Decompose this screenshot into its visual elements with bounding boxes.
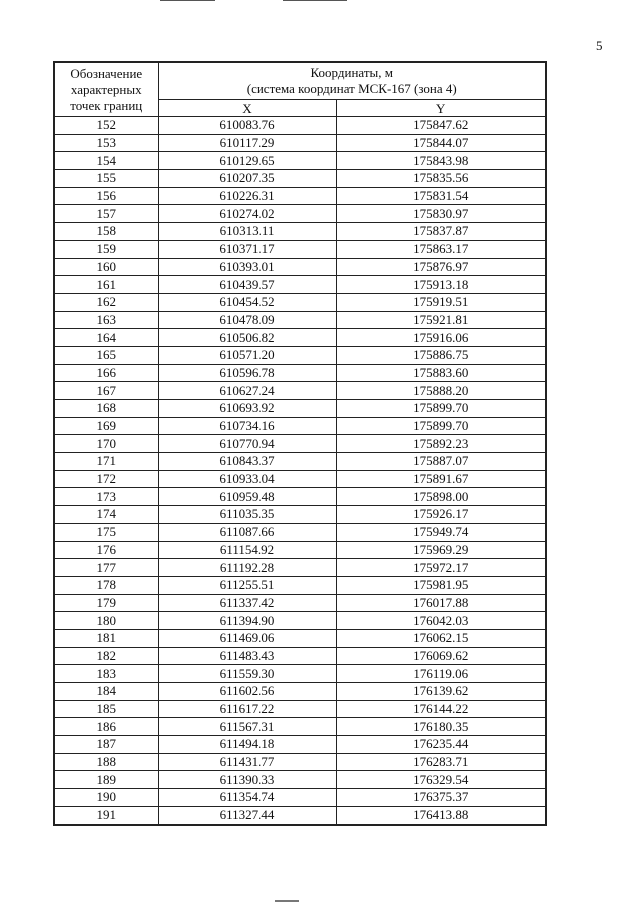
- y-coordinate-cell: 176180.35: [336, 718, 546, 736]
- x-coordinate-cell: 610933.04: [158, 470, 336, 488]
- table-row: [54, 718, 546, 736]
- table-row: [54, 223, 546, 241]
- coordinates-title: Координаты, м: [310, 65, 393, 80]
- x-coordinate-cell: 611567.31: [158, 718, 336, 736]
- x-coordinate-cell: 610454.52: [158, 293, 336, 311]
- table-row: [54, 382, 546, 400]
- point-header-line-1: Обозначение: [70, 65, 143, 81]
- x-coordinate-cell: 610693.92: [158, 400, 336, 418]
- table-row: [54, 417, 546, 435]
- table-row: [54, 435, 546, 453]
- x-coordinate-cell: 611494.18: [158, 736, 336, 754]
- point-cell: 188: [54, 753, 158, 771]
- table-row: [54, 700, 546, 718]
- y-coordinate-cell: 175883.60: [336, 364, 546, 382]
- x-coordinate-cell: 611559.30: [158, 665, 336, 683]
- y-coordinate-cell: 176144.22: [336, 700, 546, 718]
- table-row: [54, 576, 546, 594]
- point-cell: 176: [54, 541, 158, 559]
- point-cell: 168: [54, 400, 158, 418]
- point-cell: 186: [54, 718, 158, 736]
- x-coordinate-cell: 610083.76: [158, 117, 336, 135]
- table-row: [54, 329, 546, 347]
- point-header-line-2: характерных: [70, 81, 142, 97]
- x-coordinate-cell: 611431.77: [158, 753, 336, 771]
- table-row: [54, 541, 546, 559]
- x-coordinate-cell: 611154.92: [158, 541, 336, 559]
- y-coordinate-cell: 175892.23: [336, 435, 546, 453]
- x-coordinate-cell: 610627.24: [158, 382, 336, 400]
- point-cell: 164: [54, 329, 158, 347]
- y-coordinate-cell: 175921.81: [336, 311, 546, 329]
- y-coordinate-cell: 175969.29: [336, 541, 546, 559]
- point-cell: 163: [54, 311, 158, 329]
- x-coordinate-cell: 610117.29: [158, 134, 336, 152]
- point-cell: 166: [54, 364, 158, 382]
- y-coordinate-cell: 176413.88: [336, 806, 546, 824]
- x-coordinate-cell: 611327.44: [158, 806, 336, 824]
- table-row: [54, 647, 546, 665]
- x-coordinate-cell: 611394.90: [158, 612, 336, 630]
- y-coordinate-cell: 175899.70: [336, 417, 546, 435]
- x-coordinate-cell: 611483.43: [158, 647, 336, 665]
- x-coordinate-cell: 610571.20: [158, 346, 336, 364]
- coordinates-system: (система координат МСК-167 (зона 4): [246, 81, 457, 96]
- point-cell: 173: [54, 488, 158, 506]
- point-cell: 167: [54, 382, 158, 400]
- point-cell: 172: [54, 470, 158, 488]
- x-coordinate-cell: 611255.51: [158, 576, 336, 594]
- point-cell: 187: [54, 736, 158, 754]
- point-cell: 155: [54, 170, 158, 188]
- table-row: [54, 346, 546, 364]
- y-coordinate-cell: 176283.71: [336, 753, 546, 771]
- top-scan-mark-left: [160, 0, 215, 1]
- table-row: [54, 665, 546, 683]
- x-coordinate-cell: 610129.65: [158, 152, 336, 170]
- x-coordinate-cell: 611469.06: [158, 629, 336, 647]
- table-row: [54, 276, 546, 294]
- x-coordinate-cell: 610959.48: [158, 488, 336, 506]
- x-coordinate-cell: 610843.37: [158, 453, 336, 471]
- x-coordinate-cell: 610478.09: [158, 311, 336, 329]
- table-row: [54, 470, 546, 488]
- y-coordinate-cell: 175843.98: [336, 152, 546, 170]
- table-row: [54, 134, 546, 152]
- x-coordinate-cell: 610207.35: [158, 170, 336, 188]
- point-cell: 185: [54, 700, 158, 718]
- point-cell: 189: [54, 771, 158, 789]
- x-coordinate-cell: 610393.01: [158, 258, 336, 276]
- y-coordinate-cell: 176119.06: [336, 665, 546, 683]
- point-cell: 190: [54, 789, 158, 807]
- x-coordinate-cell: 611192.28: [158, 559, 336, 577]
- y-coordinate-cell: 175847.62: [336, 117, 546, 135]
- table-row: [54, 523, 546, 541]
- point-cell: 154: [54, 152, 158, 170]
- y-coordinate-cell: 175844.07: [336, 134, 546, 152]
- point-cell: 158: [54, 223, 158, 241]
- point-column-header: [54, 62, 158, 117]
- point-cell: 161: [54, 276, 158, 294]
- y-coordinate-cell: 175888.20: [336, 382, 546, 400]
- point-cell: 157: [54, 205, 158, 223]
- table-row: [54, 258, 546, 276]
- table-row: [54, 806, 546, 824]
- y-coordinate-cell: 175863.17: [336, 240, 546, 258]
- point-cell: 178: [54, 576, 158, 594]
- table-row: [54, 400, 546, 418]
- y-coordinate-cell: 175835.56: [336, 170, 546, 188]
- x-coordinate-cell: 611337.42: [158, 594, 336, 612]
- table-row: [54, 240, 546, 258]
- x-coordinate-cell: 611035.35: [158, 506, 336, 524]
- y-coordinate-cell: 176017.88: [336, 594, 546, 612]
- point-cell: 160: [54, 258, 158, 276]
- table-row: [54, 683, 546, 701]
- table-row: [54, 736, 546, 754]
- y-coordinate-cell: 176069.62: [336, 647, 546, 665]
- y-coordinate-cell: 176329.54: [336, 771, 546, 789]
- top-scan-mark-right: [283, 0, 347, 1]
- point-cell: 174: [54, 506, 158, 524]
- point-cell: 182: [54, 647, 158, 665]
- x-coordinate-cell: 610734.16: [158, 417, 336, 435]
- point-cell: 191: [54, 806, 158, 824]
- point-header-line-3: точек границ: [70, 97, 143, 113]
- x-coordinate-cell: 610371.17: [158, 240, 336, 258]
- y-coordinate-cell: 175899.70: [336, 400, 546, 418]
- x-column-header: X: [158, 100, 336, 117]
- table-row: [54, 170, 546, 188]
- point-cell: 170: [54, 435, 158, 453]
- table-row: [54, 311, 546, 329]
- y-coordinate-cell: 175898.00: [336, 488, 546, 506]
- point-cell: 165: [54, 346, 158, 364]
- bottom-scan-mark: [275, 900, 299, 902]
- point-cell: 169: [54, 417, 158, 435]
- x-coordinate-cell: 610506.82: [158, 329, 336, 347]
- point-cell: 159: [54, 240, 158, 258]
- y-coordinate-cell: 176375.37: [336, 789, 546, 807]
- y-coordinate-cell: 175913.18: [336, 276, 546, 294]
- y-coordinate-cell: 175887.07: [336, 453, 546, 471]
- y-coordinate-cell: 175831.54: [336, 187, 546, 205]
- point-cell: 180: [54, 612, 158, 630]
- table-row: [54, 152, 546, 170]
- x-coordinate-cell: 611390.33: [158, 771, 336, 789]
- table-row: [54, 187, 546, 205]
- y-coordinate-cell: 175972.17: [336, 559, 546, 577]
- point-cell: 162: [54, 293, 158, 311]
- x-coordinate-cell: 611354.74: [158, 789, 336, 807]
- point-cell: 181: [54, 629, 158, 647]
- coordinates-table: [53, 61, 547, 826]
- y-coordinate-cell: 175919.51: [336, 293, 546, 311]
- y-coordinate-cell: 175876.97: [336, 258, 546, 276]
- x-coordinate-cell: 611087.66: [158, 523, 336, 541]
- x-coordinate-cell: 610770.94: [158, 435, 336, 453]
- page-number: 5: [596, 38, 603, 53]
- point-cell: 171: [54, 453, 158, 471]
- point-cell: 153: [54, 134, 158, 152]
- x-coordinate-cell: 610274.02: [158, 205, 336, 223]
- table-row: [54, 559, 546, 577]
- x-coordinate-cell: 611602.56: [158, 683, 336, 701]
- table-body: [54, 117, 546, 825]
- table-row: [54, 506, 546, 524]
- y-coordinate-cell: 175830.97: [336, 205, 546, 223]
- y-coordinate-cell: 175949.74: [336, 523, 546, 541]
- point-cell: 152: [54, 117, 158, 135]
- y-coordinate-cell: 175891.67: [336, 470, 546, 488]
- y-coordinate-cell: 175886.75: [336, 346, 546, 364]
- table-row: [54, 117, 546, 135]
- table-row: [54, 293, 546, 311]
- y-coordinate-cell: 175837.87: [336, 223, 546, 241]
- point-cell: 179: [54, 594, 158, 612]
- table-header: [54, 62, 546, 117]
- y-coordinate-cell: 175916.06: [336, 329, 546, 347]
- table-row: [54, 488, 546, 506]
- coordinates-group-header: [158, 62, 546, 100]
- x-coordinate-cell: 610313.11: [158, 223, 336, 241]
- table-row: [54, 771, 546, 789]
- point-cell: 156: [54, 187, 158, 205]
- x-coordinate-cell: 610596.78: [158, 364, 336, 382]
- y-coordinate-cell: 175981.95: [336, 576, 546, 594]
- x-coordinate-cell: 610226.31: [158, 187, 336, 205]
- table-row: [54, 789, 546, 807]
- table-row: [54, 364, 546, 382]
- y-coordinate-cell: 176042.03: [336, 612, 546, 630]
- table-row: [54, 453, 546, 471]
- point-cell: 177: [54, 559, 158, 577]
- table-row: [54, 612, 546, 630]
- table-row: [54, 629, 546, 647]
- y-coordinate-cell: 176062.15: [336, 629, 546, 647]
- y-coordinate-cell: 176235.44: [336, 736, 546, 754]
- x-coordinate-cell: 610439.57: [158, 276, 336, 294]
- table-row: [54, 753, 546, 771]
- table-row: [54, 594, 546, 612]
- point-cell: 175: [54, 523, 158, 541]
- y-column-header: Y: [336, 100, 546, 117]
- table-row: [54, 205, 546, 223]
- point-cell: 183: [54, 665, 158, 683]
- x-coordinate-cell: 611617.22: [158, 700, 336, 718]
- y-coordinate-cell: 175926.17: [336, 506, 546, 524]
- y-coordinate-cell: 176139.62: [336, 683, 546, 701]
- point-cell: 184: [54, 683, 158, 701]
